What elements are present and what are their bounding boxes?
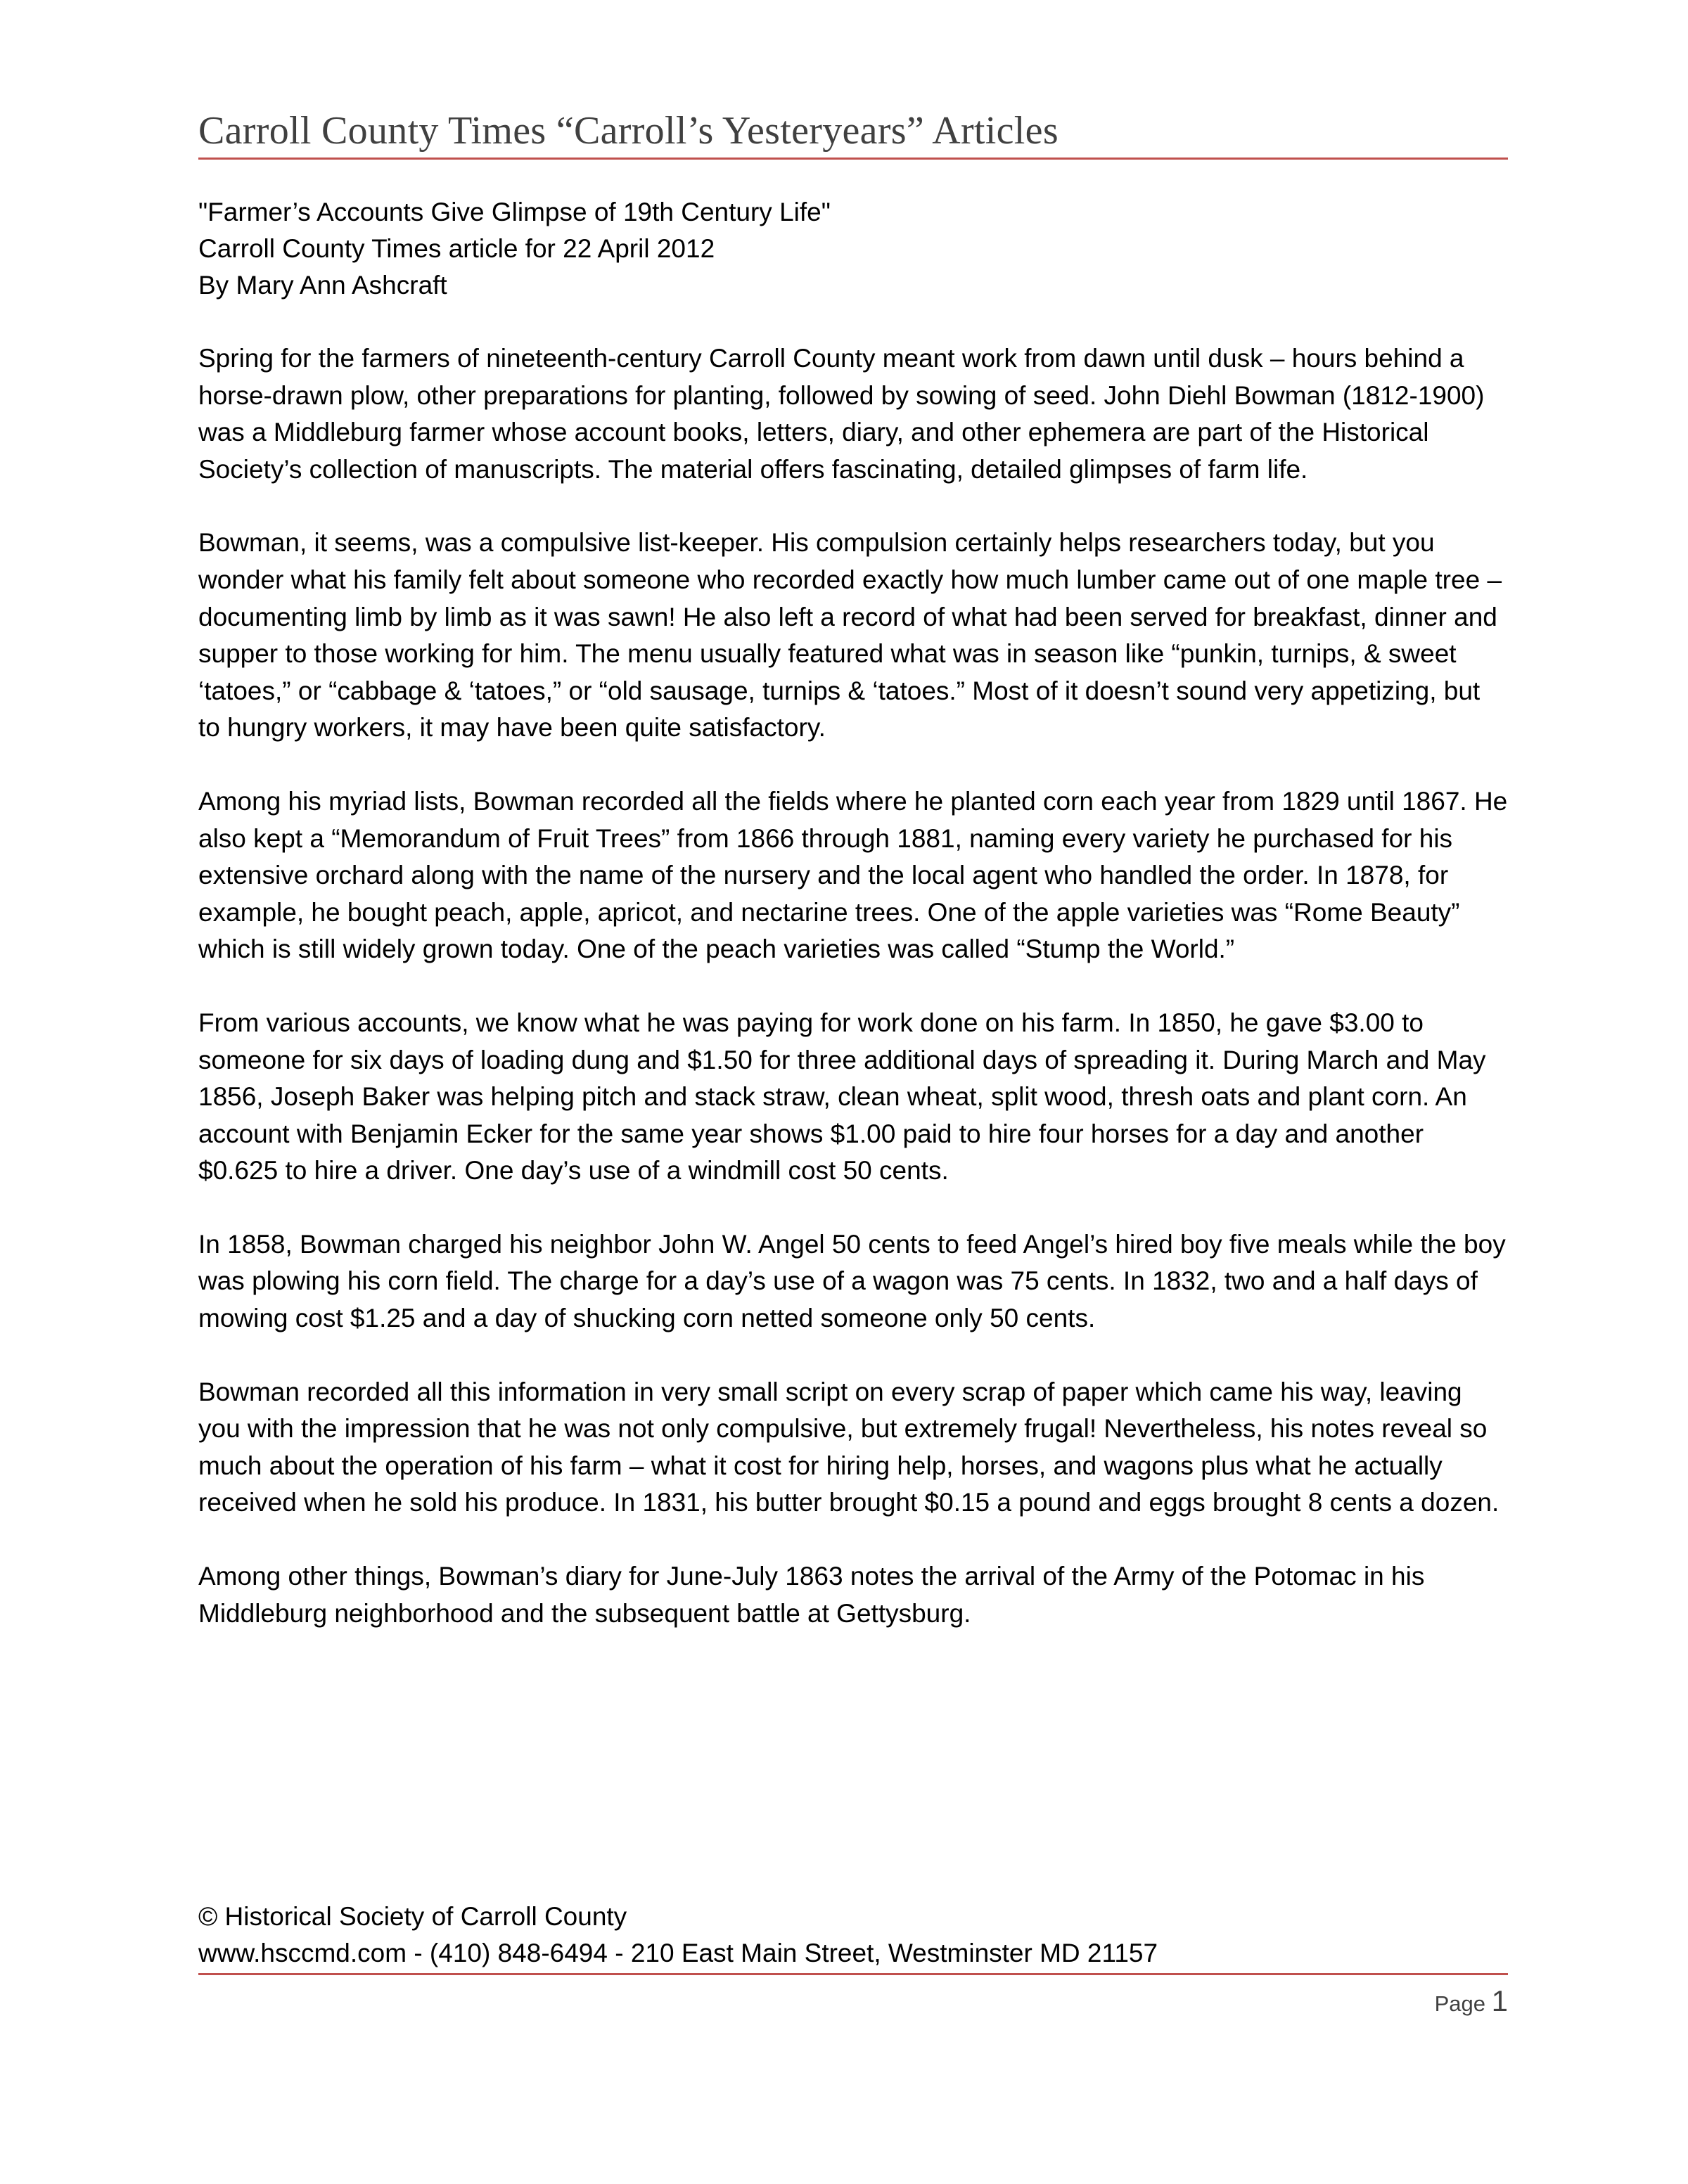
footer-divider: [198, 1973, 1508, 1975]
page-number: [1435, 1984, 1508, 2018]
article-title: "Farmer’s Accounts Give Glimpse of 19th Century Life": [198, 198, 831, 226]
header-title: Carroll County Times “Carroll’s Yesteryears” Articles: [198, 109, 1059, 153]
article-dateline: Carroll County Times article for 22 April 2012: [198, 234, 715, 263]
footer-contact: www.hsccmd.com - (410) 848-6494 - 210 East Main Street, Westminster MD 21157: [198, 1939, 1158, 1967]
paragraph-6: Bowman recorded all this information in very small script on every scrap of paper which came his way, leaving you with the impression that he was not only compulsive, but extremely frugal! Nevertheless, his notes reveal so much about the operation of his farm – what it cost for hiring help, horses, and wagons plus what he actually received when he sold his produce. In 1831, his butter brought $0.15 a pound and eggs brought 8 cents a dozen.: [198, 1377, 1500, 1517]
footer-copyright: © Historical Society of Carroll County: [198, 1902, 627, 1931]
article-meta: [198, 194, 1508, 304]
page-footer: [198, 1899, 1508, 2017]
paragraph-3: Among his myriad lists, Bowman recorded all the fields where he planted corn each year from 1829 until 1867. He also kept a “Memorandum of Fruit Trees” from 1866 through 1881, naming every variety he purchased for his extensive orchard along with the name of the nursery and the local agent who handled the order. In 1878, for example, he bought peach, apple, apricot, and nectarine trees. One of the apple varieties was “Rome Beauty” which is still widely grown today. One of the peach varieties was called “Stump the World.”: [198, 786, 1508, 964]
article-body: [198, 194, 1508, 1632]
page-label: Page: [1434, 1991, 1486, 2016]
page-number-value: 1: [1491, 1984, 1508, 2017]
article-byline: By Mary Ann Ashcraft: [198, 271, 447, 300]
paragraph-5: In 1858, Bowman charged his neighbor John W. Angel 50 cents to feed Angel’s hired boy five meals while the boy was plowing his corn field. The charge for a day’s use of a wagon was 75 cents. In 1832, two and a half days of mowing cost $1.25 and a day of shucking corn netted someone only 50 cents.: [198, 1229, 1506, 1333]
page-header: [198, 98, 1508, 160]
paragraph-1: Spring for the farmers of nineteenth-century Carroll County meant work from dawn until dusk – hours behind a horse-drawn plow, other preparations for planting, followed by sowing of seed. John Diehl Bowman (1812-1900) was a Middleburg farmer whose account books, letters, diary, and other ephemera are part of the Historical Society’s collection of manuscripts. The material offers fascinating, detailed glimpses of farm life.: [198, 344, 1485, 484]
paragraph-4: From various accounts, we know what he was paying for work done on his farm. In 1850, he gave $3.00 to someone for six days of loading dung and $1.50 for three additional days of spreading it. During March and May 1856, Joseph Baker was helping pitch and stack straw, clean wheat, split wood, thresh oats and plant corn. An account with Benjamin Ecker for the same year shows $1.00 paid to hire four horses for a day and another $0.625 to hire a driver. One day’s use of a windmill cost 50 cents.: [198, 1008, 1486, 1186]
paragraph-2: Bowman, it seems, was a compulsive list-keeper. His compulsion certainly helps researchers today, but you wonder what his family felt about someone who recorded exactly how much lumber came out of one maple tree – documenting limb by limb as it was sawn! He also left a record of what had been served for breakfast, dinner and supper to those working for him. The menu usually featured what was in season like “punkin, turnips, & sweet ‘tatoes,” or “cabbage & ‘tatoes,” or “old sausage, turnips & ‘tatoes.” Most of it doesn’t sound very appetizing, but to hungry workers, it may have been quite satisfactory.: [198, 528, 1502, 743]
paragraph-7: Among other things, Bowman’s diary for June-July 1863 notes the arrival of the Army of the Potomac in his Middleburg neighborhood and the subsequent battle at Gettysburg.: [198, 1562, 1425, 1628]
